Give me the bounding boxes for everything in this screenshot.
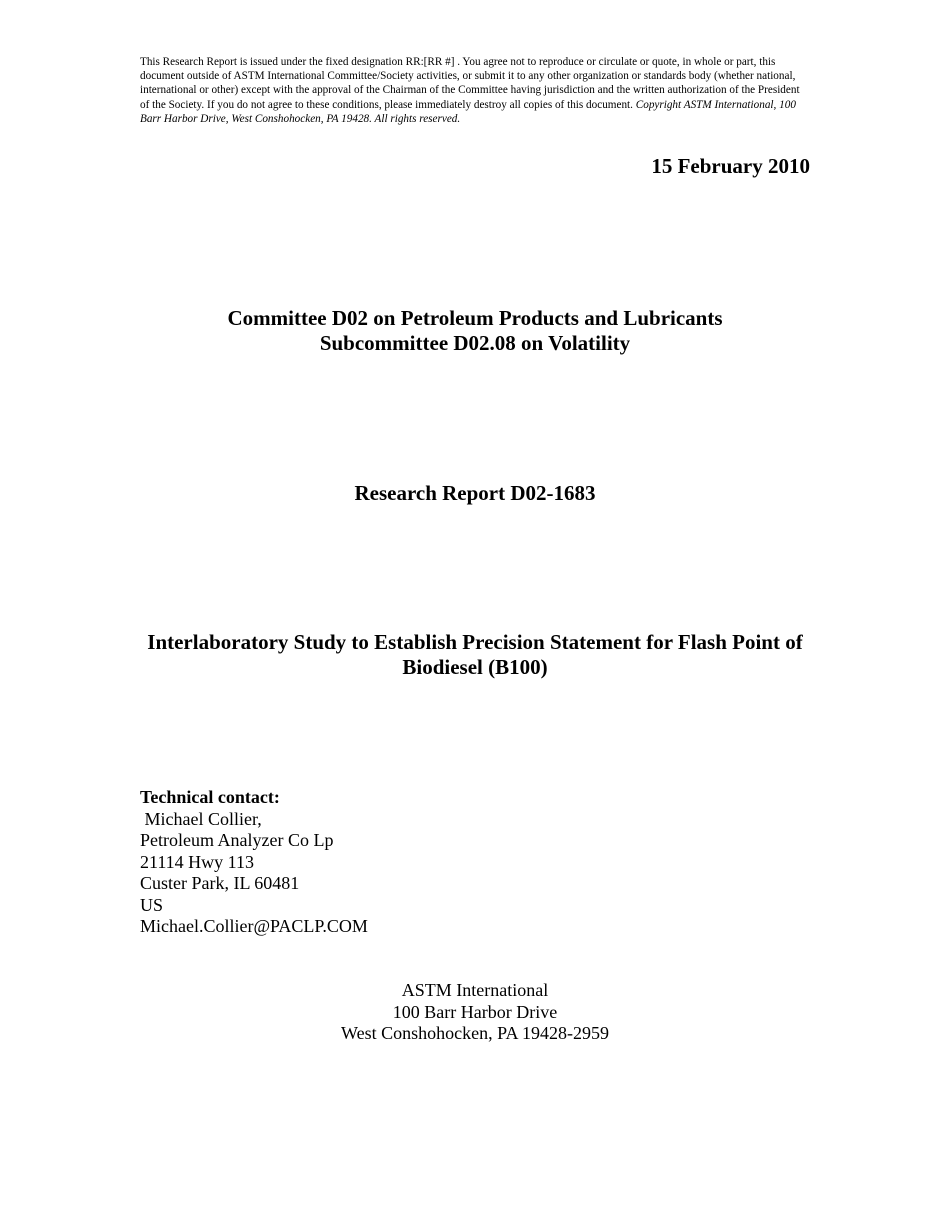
committee-name: Committee D02 on Petroleum Products and Lubricants	[227, 306, 723, 330]
astm-street: 100 Barr Harbor Drive	[392, 1001, 558, 1022]
contact-street: 21114 Hwy 113	[140, 851, 254, 872]
technical-contact	[140, 787, 368, 938]
contact-name: Michael Collier,	[140, 808, 262, 829]
contact-city: Custer Park, IL 60481	[140, 873, 300, 893]
disclaimer-text: This Research Report is issued under the fixed designation RR:[RR #] . You agree not to reproduce or circulate or quote, in whole or part, this document outside of ASTM International Committee/Society activities, or submit it to any other organization or standards body (whether national, international or other) except with the approval of the Chairman of the Committee having jurisdiction and the written authorization of the President of the Society. If you do not agree to these conditions, please immediately destroy all copies of this document.	[140, 56, 800, 111]
copyright-notice: Copyright ASTM International, 100 Barr Harbor Drive, West Conshohocken, PA 19428. All rights reserved.	[140, 98, 796, 125]
report-number: Research Report D02-1683	[354, 481, 596, 505]
astm-city: West Conshohocken, PA 19428-2959	[341, 1023, 609, 1043]
contact-email: Michael.Collier@PACLP.COM	[140, 916, 368, 936]
study-title: Interlaboratory Study to Establish Precision Statement for Flash Point of Biodiesel (B100)	[147, 630, 803, 679]
committee-heading	[0, 306, 950, 356]
subcommittee-name: Subcommittee D02.08 on Volatility	[319, 331, 631, 355]
report-date: 15 February 2010	[651, 154, 810, 178]
contact-country: US	[140, 894, 164, 915]
astm-address	[0, 980, 950, 1045]
contact-heading: Technical contact:	[140, 787, 280, 807]
copyright-disclaimer	[140, 55, 810, 126]
contact-company: Petroleum Analyzer Co Lp	[140, 830, 334, 850]
astm-name: ASTM International	[401, 980, 549, 1000]
